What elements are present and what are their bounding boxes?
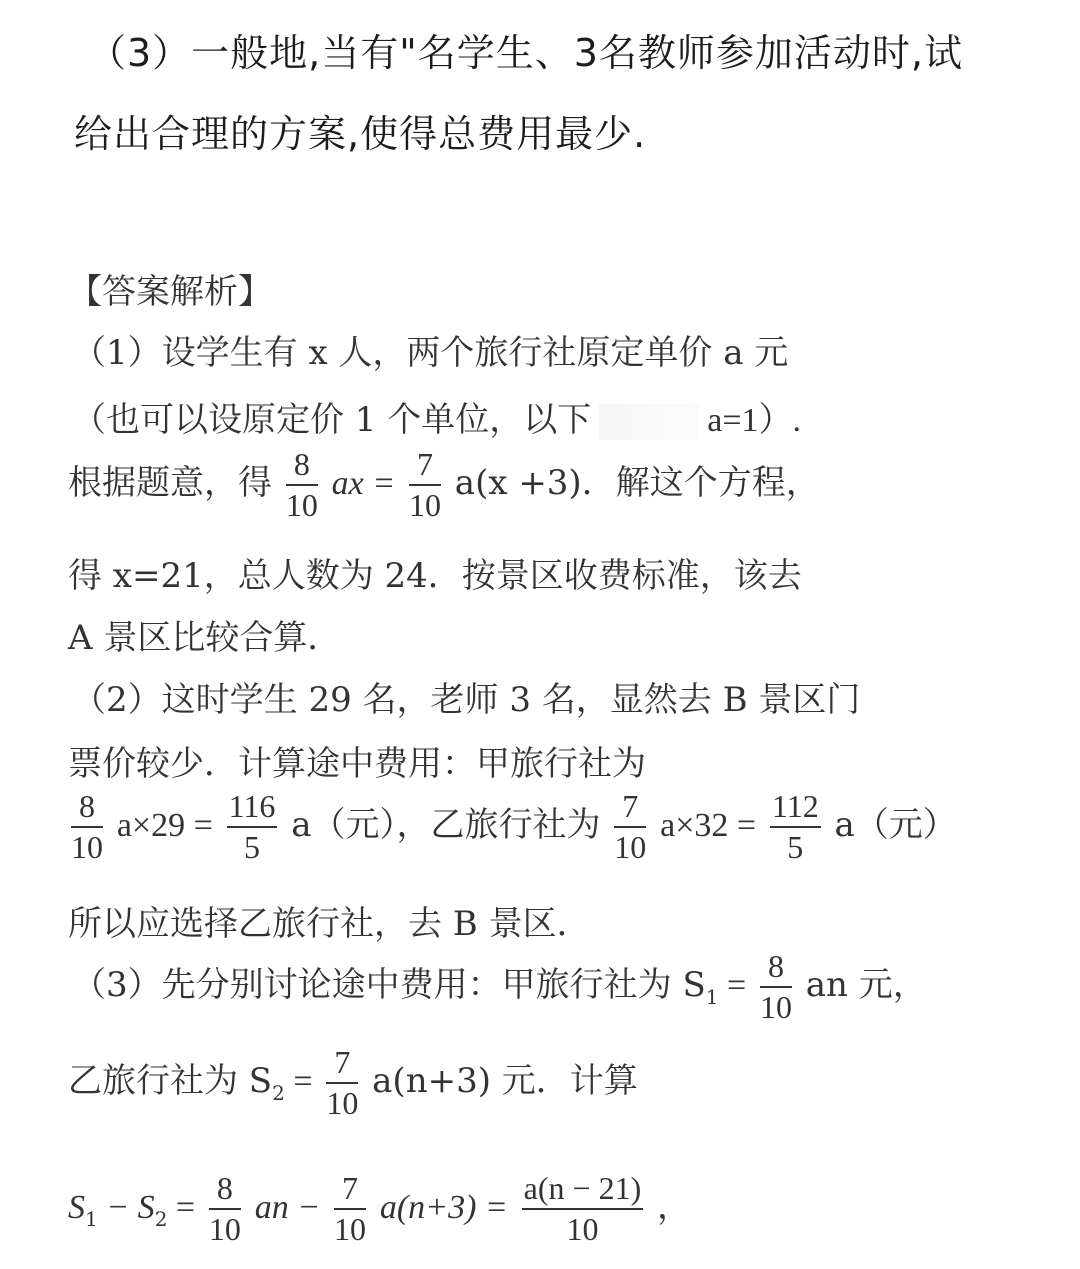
part3-l1-end: an 元， <box>805 965 927 1006</box>
part3-line-1: （3）先分别讨论途中费用：甲旅行社为 $S_1$ = $\frac{8}{10}$ an 元， <box>72 948 927 1025</box>
fraction-116-5: $\frac{116}{5}$ <box>228 788 276 865</box>
part1-equation-line <box>68 448 820 522</box>
part3-l2-end: a(n+3) 元．计算 <box>372 1061 638 1102</box>
part2-equation-line <box>68 790 957 864</box>
part1-line-5: A 景区比较合算． <box>68 618 342 658</box>
part2-line-2: 票价较少．计算途中费用：甲旅行社为 <box>68 744 646 784</box>
fraction-7-10: $\frac{7}{10}$ <box>326 1044 359 1121</box>
blurred-region <box>599 404 699 440</box>
fraction-7-10: $\frac{7}{10}$ <box>334 1170 366 1247</box>
part3-line-2: 乙旅行社为 $S_2$ = $\frac{7}{10}$ a(n+3) 元．计算 <box>68 1044 638 1121</box>
part2-line-1: （2）这时学生 29 名，老师 3 名，显然去 B 景区门 <box>72 680 861 720</box>
part1-line-2-text: （也可以设原定价 1 个单位，以下 <box>72 400 592 440</box>
part3-l1-text: （3）先分别讨论途中费用：甲旅行社为 S <box>72 965 706 1006</box>
part1-eq-prefix: 根据题意，得 <box>68 463 272 504</box>
question-line-2: 给出合理的方案,使得总费用最少. <box>74 112 647 156</box>
part2-line-4: 所以应选择乙旅行社，去 B 景区． <box>68 904 591 944</box>
part2-eq-c: a×32 = <box>660 807 757 845</box>
part2-eq-a: a×29 = <box>116 807 213 845</box>
fraction-8-10: $\frac{8}{10}$ <box>759 948 792 1025</box>
part1-line-2 <box>72 392 801 441</box>
part1-eq-mid: ax = <box>331 465 396 503</box>
part1-eq-suffix: a(x +3)．解这个方程， <box>454 463 820 504</box>
part3-l2-text: 乙旅行社为 S <box>68 1061 273 1102</box>
fraction-112-5: $\frac{112}{5}$ <box>771 788 819 865</box>
part2-eq-b: a（元），乙旅行社为 <box>291 805 601 846</box>
fraction-8-10: $\frac{8}{10}$ <box>71 788 103 865</box>
part2-eq-d: a（元） <box>834 805 957 846</box>
fraction-8-10: $\frac{8}{10}$ <box>208 1170 241 1247</box>
answer-heading: 【答案解析】 <box>68 272 272 312</box>
part1-line-1: （1）设学生有 x 人，两个旅行社原定单价 a 元 <box>72 333 789 373</box>
fraction-7-10: $\frac{7}{10}$ <box>614 788 647 865</box>
fraction-7-10: $\frac{7}{10}$ <box>408 446 441 523</box>
question-line-1: （3）一般地,当有"名学生、3名教师参加活动时,试 <box>88 31 963 75</box>
part1-line-4: 得 x=21，总人数为 24．按景区收费标准，该去 <box>68 556 802 596</box>
fraction-a-n-21-over-10: $\frac{a(n - 21)}{10}$ <box>523 1170 642 1247</box>
fraction-8-10: $\frac{8}{10}$ <box>285 446 318 523</box>
part1-line-2-end: a=1）. <box>707 402 802 439</box>
part3-line-3: $S_1 - S_2$ = $\frac{8}{10}$ an − $\frac{7}{10}$ a(n+3) = $\frac{a(n - 21)}{10}$ ， <box>68 1170 692 1247</box>
